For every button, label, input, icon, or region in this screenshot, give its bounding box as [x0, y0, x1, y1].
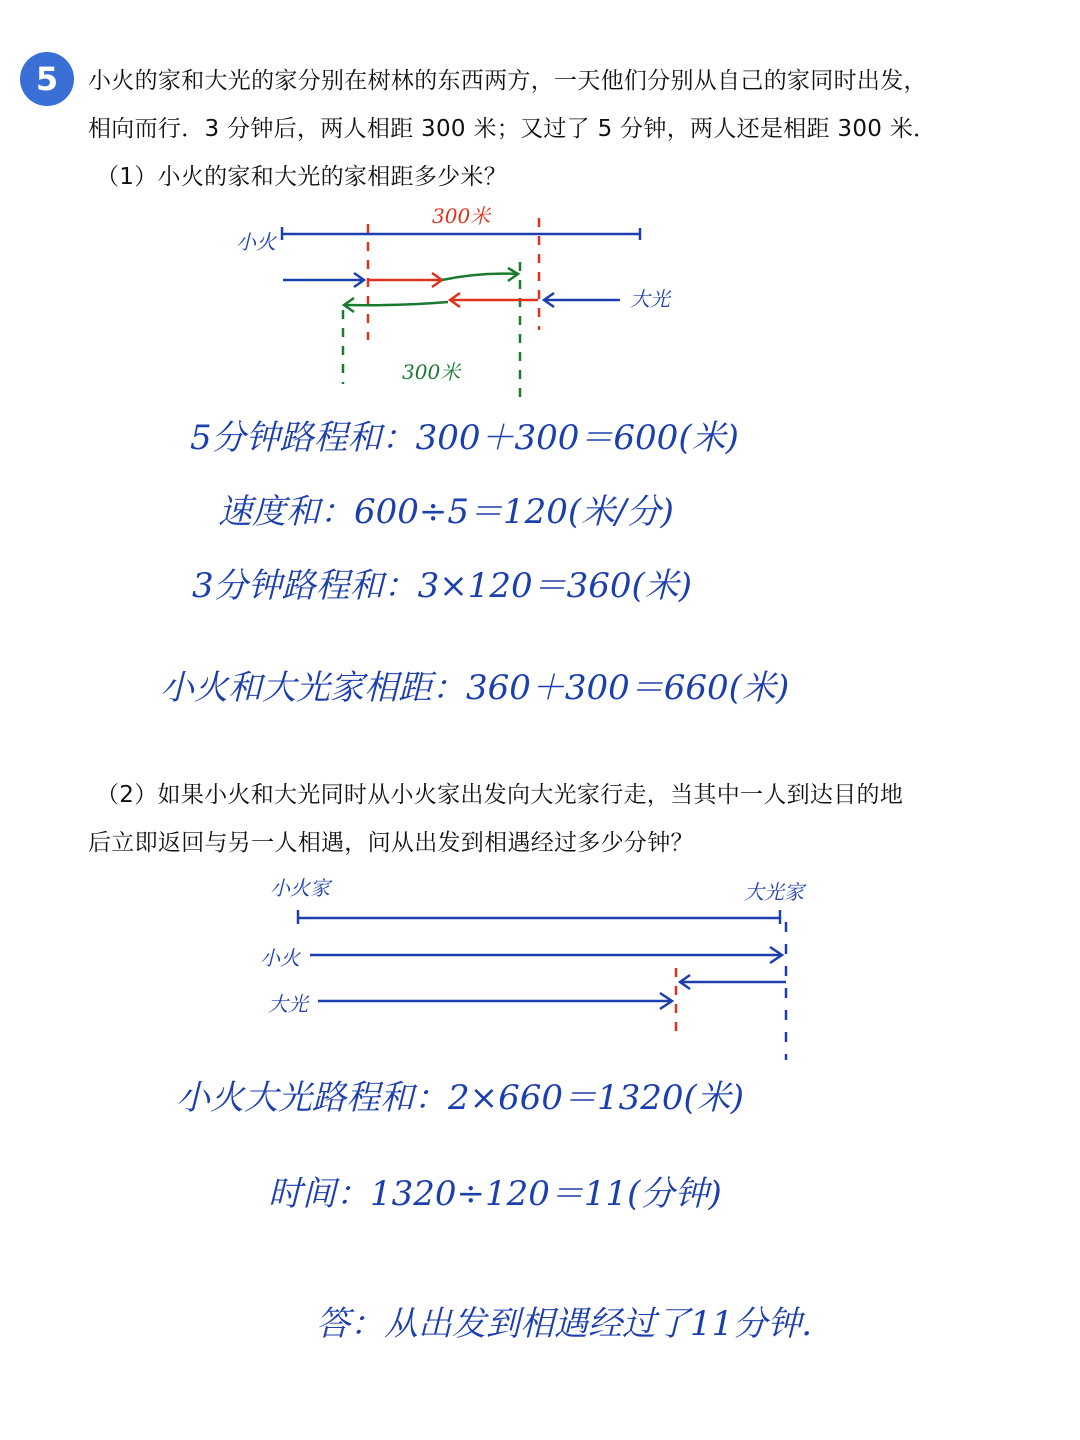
diagram1-left-label: 小火: [236, 230, 276, 254]
part2-question-line2: 后立即返回与另一人相遇，问从出发到相遇经过多少分钟？: [88, 830, 694, 856]
solution1-line1: 5分钟路程和：300＋300＝600(米): [190, 418, 739, 458]
solution1-line3: 3分钟路程和：3×120＝360(米): [192, 566, 693, 606]
solution1-line4: 小火和大光家相距：360＋300＝660(米): [160, 668, 790, 708]
diagram1-top-label: 300米: [432, 204, 491, 228]
part2-question-line1: （2）如果小火和大光同时从小火家出发向大光家行走，当其中一人到达目的地: [96, 782, 904, 808]
problem-statement-line1: 小火的家和大光的家分别在树林的东西两方，一天他们分别从自己的家同时出发，: [88, 68, 927, 94]
solution1-line2: 速度和：600÷5＝120(米/分): [218, 492, 674, 532]
diagram2-person1-label: 小火: [260, 946, 300, 970]
part1-question: （1）小火的家和大光的家相距多少米？: [96, 164, 508, 190]
diagram2-right-home-label: 大光家: [744, 880, 804, 904]
diagram2-person2-label: 大光: [268, 992, 308, 1016]
solution2-answer: 答：从出发到相遇经过了11分钟.: [316, 1304, 813, 1344]
diagram1-bottom-label: 300米: [402, 360, 461, 384]
solution2-line1: 小火大光路程和：2×660＝1320(米): [176, 1078, 745, 1118]
problem-statement-line2: 相向而行．3 分钟后，两人相距 300 米；又过了 5 分钟，两人还是相距 300 米．: [88, 116, 937, 142]
solution2-line2: 时间：1320÷120＝11(分钟): [268, 1174, 722, 1214]
diagram1-right-label: 大光: [630, 287, 670, 311]
problem-number-badge: 5: [20, 52, 74, 106]
diagram2-left-home-label: 小火家: [270, 876, 330, 900]
